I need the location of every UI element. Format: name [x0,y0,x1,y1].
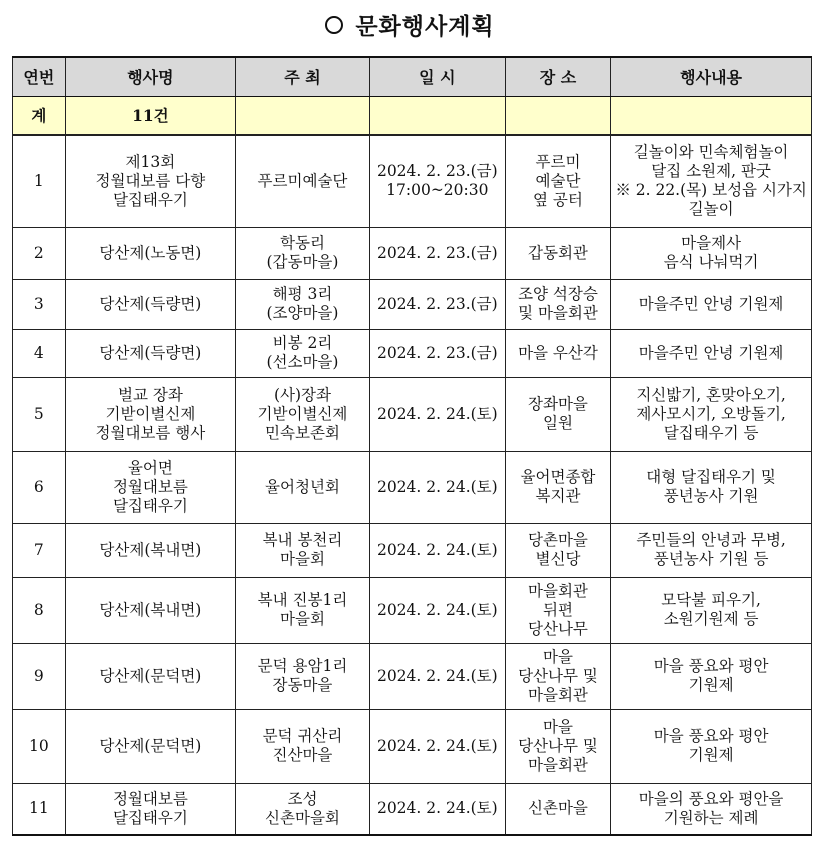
cell-event-name: 율어면 정월대보름 달집태우기 [65,451,235,523]
cell-host: 푸르미예술단 [236,135,370,227]
table-row [13,709,812,783]
cell-event-name: 벌교 장좌 기받이별신제 정월대보름 행사 [65,377,235,451]
cell-event-name: 당산제(문덕면) [65,643,235,709]
cell-event-name: 정월대보름 달집태우기 [65,783,235,835]
title-text: 문화행사계획 [355,13,495,40]
cell-place: 마을회관 뒤편 당산나무 [505,577,610,643]
cell-no: 11 [13,783,66,835]
cell-datetime: 2024. 2. 24.(토) [369,783,505,835]
cell-place: 장좌마을 일원 [505,377,610,451]
table-row [13,279,812,329]
table-row [13,577,812,643]
cell-place: 신촌마을 [505,783,610,835]
cell-place: 푸르미 예술단 옆 공터 [505,135,610,227]
header-content: 행사내용 [611,57,812,97]
cell-datetime: 2024. 2. 24.(토) [369,577,505,643]
cell-host: 율어청년회 [236,451,370,523]
table-header-row [13,57,812,97]
cell-host: 조성 신촌마을회 [236,783,370,835]
cell-host: 비봉 2리 (선소마을) [236,329,370,377]
header-no: 연번 [13,57,66,97]
cell-content: 마을 풍요와 평안 기원제 [611,643,812,709]
table-row [13,451,812,523]
cell-event-name: 당산제(득량면) [65,329,235,377]
cell-no: 7 [13,523,66,577]
cell-content: 지신밟기, 혼맞아오기, 제사모시기, 오방돌기, 달집태우기 등 [611,377,812,451]
cell-content: 마을 풍요와 평안 기원제 [611,709,812,783]
cell-host: 복내 진봉1리 마을회 [236,577,370,643]
cell-no: 4 [13,329,66,377]
cell-datetime: 2024. 2. 24.(토) [369,643,505,709]
cell-no: 5 [13,377,66,451]
cell-place: 갑동회관 [505,227,610,279]
cell-content: 마을제사 음식 나눠먹기 [611,227,812,279]
cell-place: 조양 석장승 및 마을회관 [505,279,610,329]
cell-place: 마을 우산각 [505,329,610,377]
cell-event-name: 당산제(노동면) [65,227,235,279]
cell-place: 당촌마을 별신당 [505,523,610,577]
total-row [13,97,812,136]
cell-host: (사)장좌 기받이별신제 민속보존회 [236,377,370,451]
total-label: 계 [13,97,66,136]
cell-no: 8 [13,577,66,643]
cell-no: 1 [13,135,66,227]
header-host: 주 최 [236,57,370,97]
cell-content: 모닥불 피우기, 소원기원제 등 [611,577,812,643]
header-event-name: 행사명 [65,57,235,97]
table-row [13,643,812,709]
cell-datetime: 2024. 2. 23.(금) 17:00~20:30 [369,135,505,227]
cell-host: 복내 봉천리 마을회 [236,523,370,577]
cell-event-name: 제13회 정월대보름 다향 달집태우기 [65,135,235,227]
cell-content: 마을주민 안녕 기원제 [611,329,812,377]
cell-host: 문덕 귀산리 진산마을 [236,709,370,783]
cell-event-name: 당산제(복내면) [65,577,235,643]
header-place: 장 소 [505,57,610,97]
cell-datetime: 2024. 2. 23.(금) [369,329,505,377]
cell-host: 해평 3리 (조양마을) [236,279,370,329]
document-title [0,8,820,41]
event-table [12,56,812,836]
table-row [13,377,812,451]
cell-no: 10 [13,709,66,783]
table-row [13,329,812,377]
cell-datetime: 2024. 2. 24.(토) [369,451,505,523]
table-row [13,227,812,279]
cell-host: 학동리 (갑동마을) [236,227,370,279]
cell-datetime: 2024. 2. 23.(금) [369,279,505,329]
cell-content: 대형 달집태우기 및 풍년농사 기원 [611,451,812,523]
cell-content: 길놀이와 민속체험놀이 달집 소원제, 판굿 ※ 2. 22.(목) 보성읍 시가지 길놀이 [611,135,812,227]
cell-no: 6 [13,451,66,523]
cell-event-name: 당산제(득량면) [65,279,235,329]
total-count: 11건 [65,97,235,136]
table-row [13,783,812,835]
table-row [13,135,812,227]
cell-place: 율어면종합 복지관 [505,451,610,523]
cell-content: 마을주민 안녕 기원제 [611,279,812,329]
cell-datetime: 2024. 2. 23.(금) [369,227,505,279]
cell-host: 문덕 용암1리 장동마을 [236,643,370,709]
cell-datetime: 2024. 2. 24.(토) [369,523,505,577]
cell-content: 마을의 풍요와 평안을 기원하는 제례 [611,783,812,835]
cell-event-name: 당산제(복내면) [65,523,235,577]
cell-no: 3 [13,279,66,329]
cell-place: 마을 당산나무 및 마을회관 [505,643,610,709]
cell-place: 마을 당산나무 및 마을회관 [505,709,610,783]
cell-content: 주민들의 안녕과 무병, 풍년농사 기원 등 [611,523,812,577]
cell-datetime: 2024. 2. 24.(토) [369,709,505,783]
cell-no: 2 [13,227,66,279]
circle-bullet-icon [325,16,343,34]
table-row [13,523,812,577]
cell-no: 9 [13,643,66,709]
cell-event-name: 당산제(문덕면) [65,709,235,783]
header-datetime: 일 시 [369,57,505,97]
cell-datetime: 2024. 2. 24.(토) [369,377,505,451]
